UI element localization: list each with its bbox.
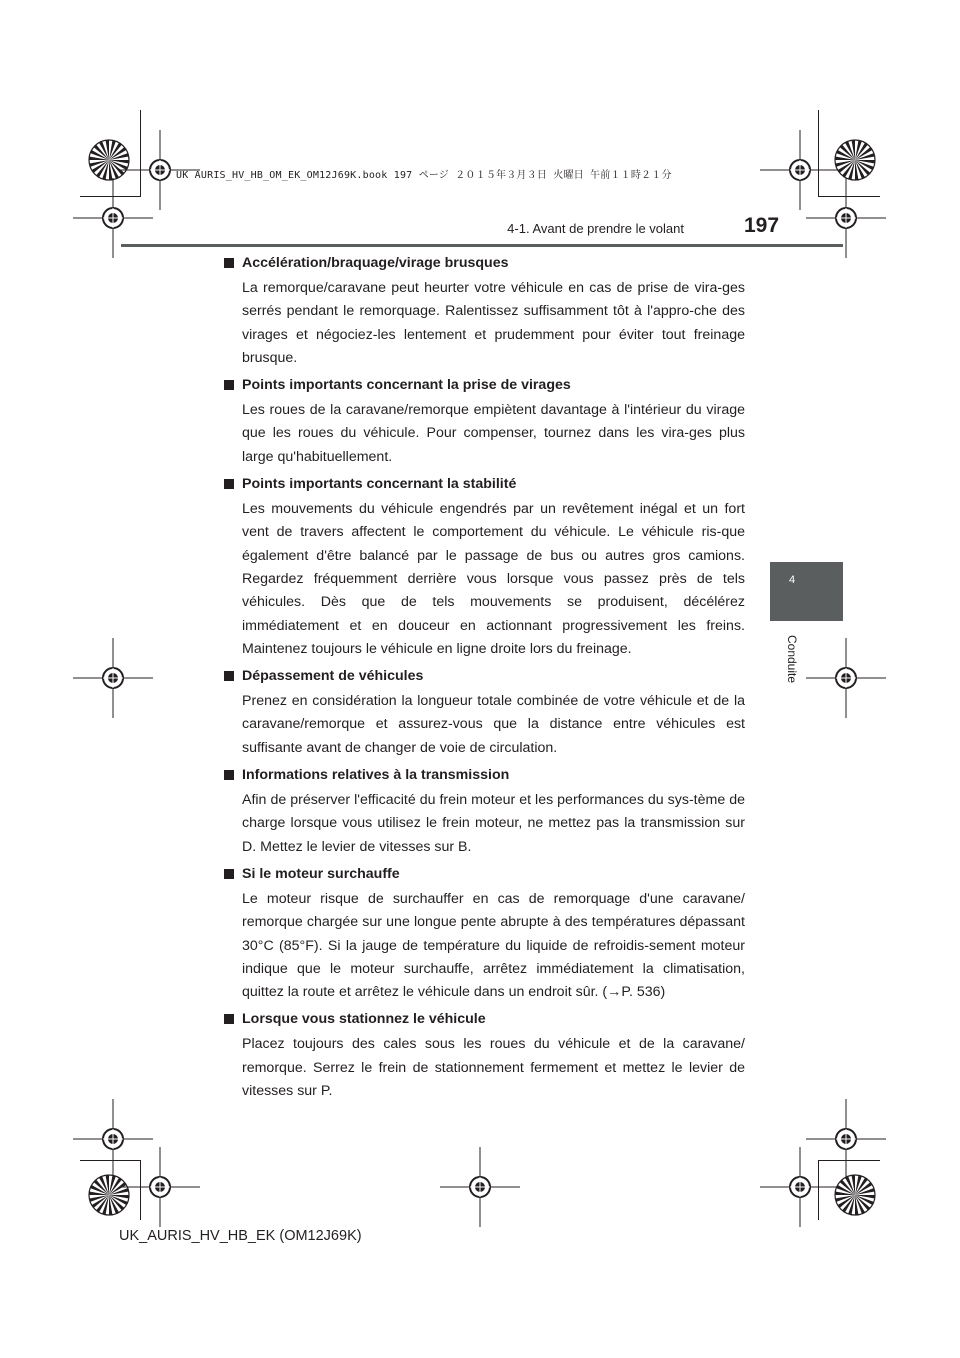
- topic-title-text: Accélération/braquage/virage brusques: [242, 255, 509, 271]
- topic-body: Prenez en considération la longueur totale combinée de votre véhicule et de la caravane/remorque et assurez-vous que la distance entre véhicules est suffisante avant de changer de voie de circulation.: [242, 693, 745, 756]
- topic-body: Placez toujours des cales sous les roues du véhicule et de la caravane/ remorque. Serrez le frein de stationnement fermement et mettez le levier de vitesses sur P.: [242, 1036, 745, 1100]
- topic-body: Les mouvements du véhicule engendrés par un revêtement inégal et un fort vent de travers affectent le comportement du véhicule. Le véhicule ris-que également d'être balancé par le passage de bus ou autres gros camions. Regardez fréquemment derrière vous lorsque vous passez près de tels véhicules. Dès que de tels mouvements se produisent, décélérez immédiatement et en douceur en actionnant progressivement les freins. Maintenez toujours le véhicule en ligne droite lors du freinage.: [242, 501, 745, 657]
- chapter-number: 4: [788, 574, 796, 586]
- crosshair-registration-icon: [805, 177, 887, 259]
- topic-title: [224, 1008, 745, 1031]
- topic-title-text: Points importants concernant la prise de virages: [242, 377, 571, 394]
- topic-title-text: Points importants concernant la stabilité: [242, 476, 517, 493]
- crosshair-registration-icon: [439, 1146, 521, 1228]
- topic: [224, 863, 745, 1004]
- topic-title: [224, 665, 745, 688]
- topic-title-text: Si le moteur surchauffe: [242, 865, 400, 882]
- square-bullet-icon: [224, 770, 234, 780]
- topic-title-text: Dépassement de véhicules: [242, 668, 424, 685]
- topic: [224, 473, 745, 661]
- topic: [224, 374, 745, 469]
- chapter-label-text: Conduite: [785, 634, 799, 684]
- topic-title-text: Lorsque vous stationnez le véhicule: [242, 1011, 486, 1028]
- topic-title: [224, 863, 745, 886]
- topic: [224, 1008, 745, 1103]
- topic-body: Le moteur risque de surchauffer en cas de remorquage d'une caravane/ remorque chargée sur une longue pente abrupte à des températures dépassant 30°C (85°F). Si la jauge de température du liquide de refroidis-sement moteur indique que le moteur surchauffe, arrêtez immédiatement la climatisation, quittez la route et arrêtez le véhicule dans un endroit sûr. (→P. 536): [242, 890, 745, 1001]
- square-bullet-icon: [224, 869, 234, 879]
- topic-body: La remorque/caravane peut heurter votre véhicule en cas de prise de vira-ges serrés pendant le remorquage. Ralentissez suffisamment tôt à l'appro-che des virages et négociez-les lentement et prudemment pour éviter tout freinage brusque.: [242, 280, 745, 366]
- square-bullet-icon: [224, 1014, 234, 1024]
- crosshair-registration-icon: [805, 637, 887, 719]
- crosshair-registration-icon: [72, 637, 154, 719]
- section-title: 4-1. Avant de prendre le volant: [507, 221, 684, 236]
- main-content: [224, 252, 745, 1107]
- topic: [224, 252, 745, 370]
- crosshair-registration-icon: [72, 177, 154, 259]
- print-header: UK AURIS_HV_HB_OM_EK_OM12J69K.book 197 ページ ２０１５年３月３日 火曜日 午前１１時２１分: [176, 170, 672, 181]
- topic: [224, 764, 745, 859]
- topic: [224, 665, 745, 760]
- header-rule: [121, 244, 843, 247]
- topic-title: [224, 473, 745, 496]
- page-number: 197: [744, 214, 780, 237]
- topic-title: [224, 252, 745, 275]
- crosshair-registration-icon: [119, 1146, 201, 1228]
- square-bullet-icon: [224, 671, 234, 681]
- chapter-tab: [770, 562, 843, 621]
- topic-title-text: Informations relatives à la transmission: [242, 767, 510, 784]
- topic-title: [224, 374, 745, 397]
- square-bullet-icon: [224, 258, 234, 268]
- topic-body: Les roues de la caravane/remorque empiètent davantage à l'intérieur du virage que les roues du véhicule. Pour compenser, tournez dans les vira-ges plus large qu'habituellement.: [242, 402, 745, 465]
- square-bullet-icon: [224, 380, 234, 390]
- model-code: UK_AURIS_HV_HB_EK (OM12J69K): [119, 1228, 362, 1244]
- square-bullet-icon: [224, 479, 234, 489]
- topic-title: [224, 764, 745, 787]
- topic-body: Afin de préserver l'efficacité du frein moteur et les performances du sys-tème de charge lorsque vous utilisez le frein moteur, ne mettez pas la transmission sur D. Mettez le levier de vitesses sur B.: [242, 792, 745, 855]
- crosshair-registration-icon: [759, 1146, 841, 1228]
